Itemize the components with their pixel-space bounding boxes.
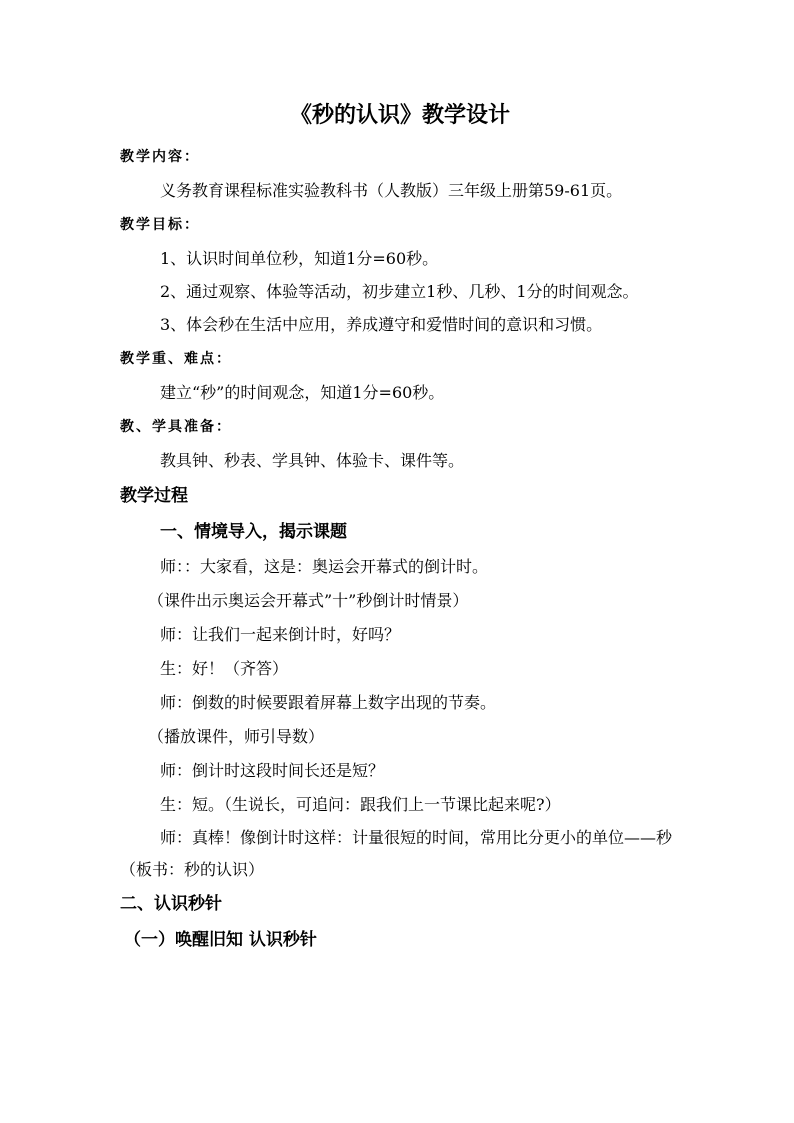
tools-text: 教具钟、秒表、学具钟、体验卡、课件等。 — [160, 451, 465, 470]
goals-label: 教学目标： — [120, 217, 200, 233]
tools-label: 教、学具准备： — [120, 419, 232, 435]
goal-item-1: 1、认识时间单位秒，知道1分=60秒。 — [160, 249, 439, 268]
page-title: 《秒的认识》教学设计 — [289, 103, 510, 128]
dialogue-line: 师：倒计时这段时间长还是短？ — [160, 761, 385, 780]
key-points-label: 教学重、难点： — [120, 351, 232, 367]
part1-heading: 一、情境导入，揭示课题 — [160, 522, 347, 542]
key-points-text: 建立“秒”的时间观念，知道1分=60秒。 — [160, 383, 445, 402]
content-text: 义务教育课程标准实验教科书（人教版）三年级上册第59-61页。 — [160, 181, 623, 200]
process-heading: 教学过程 — [120, 486, 188, 506]
goal-item-2: 2、通过观察、体验等活动，初步建立1秒、几秒、1分的时间观念。 — [160, 282, 639, 301]
dialogue-line: （播放课件，师引导数） — [148, 727, 325, 746]
goal-item-3: 3、体会秒在生活中应用，养成遵守和爱惜时间的意识和习惯。 — [160, 315, 603, 334]
document-page — [120, 96, 680, 958]
part2-subheading: （一）唤醒旧知 认识秒针 — [124, 930, 317, 950]
dialogue-line: 师：倒数的时候要跟着屏幕上数字出现的节奏。 — [160, 693, 497, 712]
dialogue-line: （课件出示奥运会开幕式”十”秒倒计时情景） — [148, 591, 469, 610]
dialogue-line: 师：让我们一起来倒计时，好吗？ — [160, 625, 401, 644]
dialogue-line: 师：真棒！像倒计时这样：计量很短的时间，常用比分更小的单位——秒（板书：秒的认识） — [120, 828, 673, 879]
content-label: 教学内容： — [120, 149, 200, 165]
dialogue-line: 生：短。（生说长，可追问：跟我们上一节课比起来呢?） — [160, 795, 561, 814]
part2-heading: 二、认识秒针 — [120, 894, 222, 914]
dialogue-line: 生：好！（齐答） — [160, 659, 289, 678]
dialogue-line: 师：：大家看，这是：奥运会开幕式的倒计时。 — [160, 557, 489, 576]
